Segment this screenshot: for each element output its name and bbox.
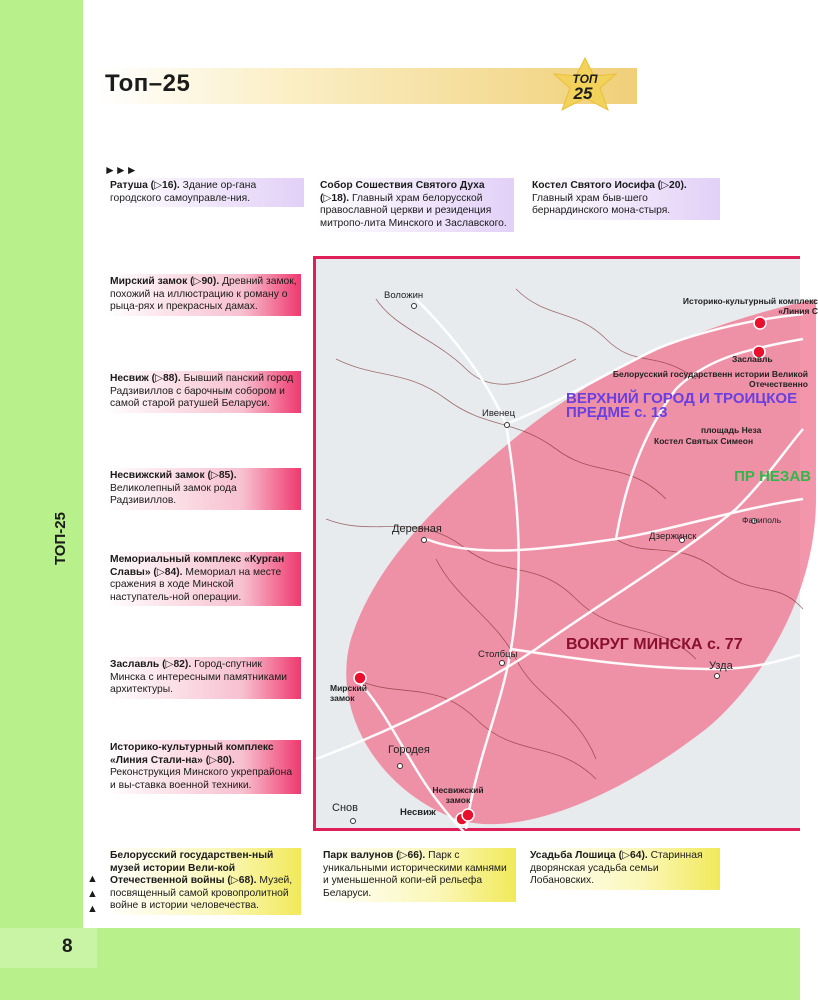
box-title: Заславль ( [110, 659, 166, 670]
info-box-sobor: Собор Сошествия Святого Духа (▷18). Главный храм белорусской православной церкви и резиденция митропо-лита Минского и Заславского. [316, 178, 514, 232]
box-text: Главный храм быв-шего бернардинского мона-стыря. [532, 192, 671, 216]
box-text: Парк с уникальными историческими камнями и уменьшенной копи-ей рельефа Беларуси. [323, 850, 507, 899]
info-box-mir-castle: Мирский замок (▷90). Древний замок, похожий на иллюстрацию к роману о рыца-рях и прекрасных дамах. [106, 274, 301, 316]
box-title: Усадьба Лошица ( [530, 850, 623, 861]
region-label-prospect: ПР НЕЗАВ [734, 468, 811, 485]
up-arrows-icon [87, 872, 98, 917]
map-label-derevnaya: Деревная [392, 523, 442, 535]
map-label-square: площадь Неза [701, 425, 762, 435]
bottom-green-margin [0, 928, 800, 1000]
map-label-uzda: Узда [709, 660, 733, 672]
pointer-arrows: ►►► [104, 163, 137, 177]
map-label-zaslavl: Заславль [732, 354, 773, 364]
region-map [313, 256, 818, 831]
box-text: Бывший панский город Радзивиллов с барочным собором и самой старой ратушей Беларуси. [110, 373, 294, 409]
box-title: Несвиж ( [110, 373, 156, 384]
box-text: Мемориал на месте сражения в ходе Минской наступатель-ной операции. [110, 566, 282, 603]
box-ref: 64). [629, 850, 648, 861]
map-label-dzerzhinsk: Дзержинск [649, 531, 697, 542]
info-box-loshitsa: Усадьба Лошица (▷64). Старинная дворянская усадьба семьи Лобановских. [526, 848, 720, 890]
side-section-label: ТОП-25 [52, 512, 69, 565]
info-box-zaslavl: Заславль (▷82). Город-спутник Минска с интересными памятниками архитектуры. [106, 657, 301, 699]
info-box-war-museum: Белорусский государствен-ный музей истории Вели-кой Отечественной войны (▷68). Музей, посвященный самой кровопролитной войне в истории человечества. [106, 848, 301, 915]
box-text: Здание ор-гана городского самоуправле-ния. [110, 180, 257, 204]
map-label-fanipol: Фаниполь [742, 515, 782, 525]
box-title: Собор Сошествия Святого Духа ( [320, 180, 485, 204]
map-label-gorodeya: Городея [388, 744, 430, 756]
info-box-kurgan-slavy: Мемориальный комплекс «Курган Славы» (▷84). Мемориал на месте сражения в ходе Минской наступатель-ной операции. [106, 552, 301, 606]
page-number: 8 [62, 936, 73, 957]
badge-top-text: ТОП [572, 72, 598, 86]
map-label-stolbtsy: Столбцы [478, 649, 518, 660]
box-title: Костел Святого Иосифа ( [532, 180, 662, 191]
up-arrows-text: ▲▲▲ [87, 873, 98, 915]
map-label-snov: Снов [332, 802, 358, 814]
top25-star-icon [538, 56, 632, 114]
page-number-box [0, 928, 97, 968]
map-label-mir-castle: Мирский замок [330, 683, 367, 703]
info-box-boulder-park: Парк валунов (▷66). Парк с уникальными историческими камнями и уменьшенной копи-ей рельефа Беларуси. [319, 848, 516, 902]
left-green-margin [0, 0, 83, 1000]
box-text: Музей, посвященный самой кровопролитной войне в истории человечества. [110, 875, 293, 911]
box-title: Историко-культурный комплекс «Линия Стали-на» ( [110, 742, 274, 766]
region-label-around-minsk: ВОКРУГ МИНСКА с. 77 [566, 636, 743, 653]
box-text: Реконструкция Минского укрепрайона и вы-ставка военной техники. [110, 767, 293, 791]
box-ref: 88). [162, 373, 181, 384]
box-title: Несвижский замок ( [110, 470, 211, 481]
box-ref: 68). [238, 875, 257, 886]
box-ref: 90). [201, 276, 220, 287]
box-title: Мирский замок ( [110, 276, 194, 287]
page-title: Топ–25 [105, 70, 191, 97]
info-box-nesvizh-castle: Несвижский замок (▷85). Великолепный замок рода Радзивиллов. [106, 468, 301, 510]
info-box-nesvizh: Несвиж (▷88). Бывший панский город Радзивиллов с барочным собором и самой старой ратушей Беларуси. [106, 371, 301, 413]
map-label-nesvizh-castle: Несвижский замок [432, 785, 484, 805]
box-text: Город-спутник Минска с интересными памятниками архитектуры. [110, 659, 288, 695]
map-label-volozhin: Воложин [384, 290, 424, 301]
box-title: Парк валунов ( [323, 850, 400, 861]
box-title: Мемориальный комплекс «Курган Славы» ( [110, 554, 285, 578]
region-label-upper-city: ВЕРХНИЙ ГОРОД И ТРОИЦКОЕ ПРЕДМЕ с. 13 [566, 390, 798, 421]
box-ref: 85). [218, 470, 237, 481]
box-title: Белорусский государствен-ный музей истории Вели-кой Отечественной войны ( [110, 850, 274, 886]
box-ref: 80). [217, 754, 235, 766]
map-label-ivenets: Ивенец [482, 408, 516, 419]
box-ref: 82). [173, 659, 192, 670]
box-ref: 18). [331, 192, 350, 204]
box-ref: 66). [407, 850, 426, 861]
box-text: Древний замок, похожий на иллюстрацию к роману о рыца-рях и прекрасных дамах. [110, 276, 297, 312]
box-text: Главный храм белорусской православной церкви и резиденция митропо-лита Минского и Заславского. [320, 192, 507, 229]
box-ref: 84). [164, 566, 183, 578]
info-box-ratusha: Ратуша (▷16). Здание ор-гана городского самоуправле-ния. [106, 178, 304, 207]
box-text: Великолепный замок рода Радзивиллов. [110, 482, 237, 506]
map-label-stalin-line: Историко-культурный комплекс «Линия С [682, 296, 818, 316]
map-label-church: Костел Святых Симеон [654, 436, 754, 446]
info-box-stalin-line: Историко-культурный комплекс «Линия Стали-на» (▷80). Реконструкция Минского укрепрайона и вы-ставка военной техники. [106, 740, 301, 794]
map-label-nesvizh: Несвиж [400, 807, 436, 818]
box-ref: 20). [669, 180, 687, 191]
map-label-war-museum: Белорусский государственн истории Великой Отечественно [612, 369, 808, 389]
badge-number-text: 25 [573, 84, 593, 103]
box-ref: 16). [162, 180, 180, 191]
info-box-kostel: Костел Святого Иосифа (▷20). Главный храм быв-шего бернардинского мона-стыря. [528, 178, 720, 220]
box-text: Старинная дворянская усадьба семьи Лобановских. [530, 850, 703, 886]
box-title: Ратуша ( [110, 180, 155, 191]
